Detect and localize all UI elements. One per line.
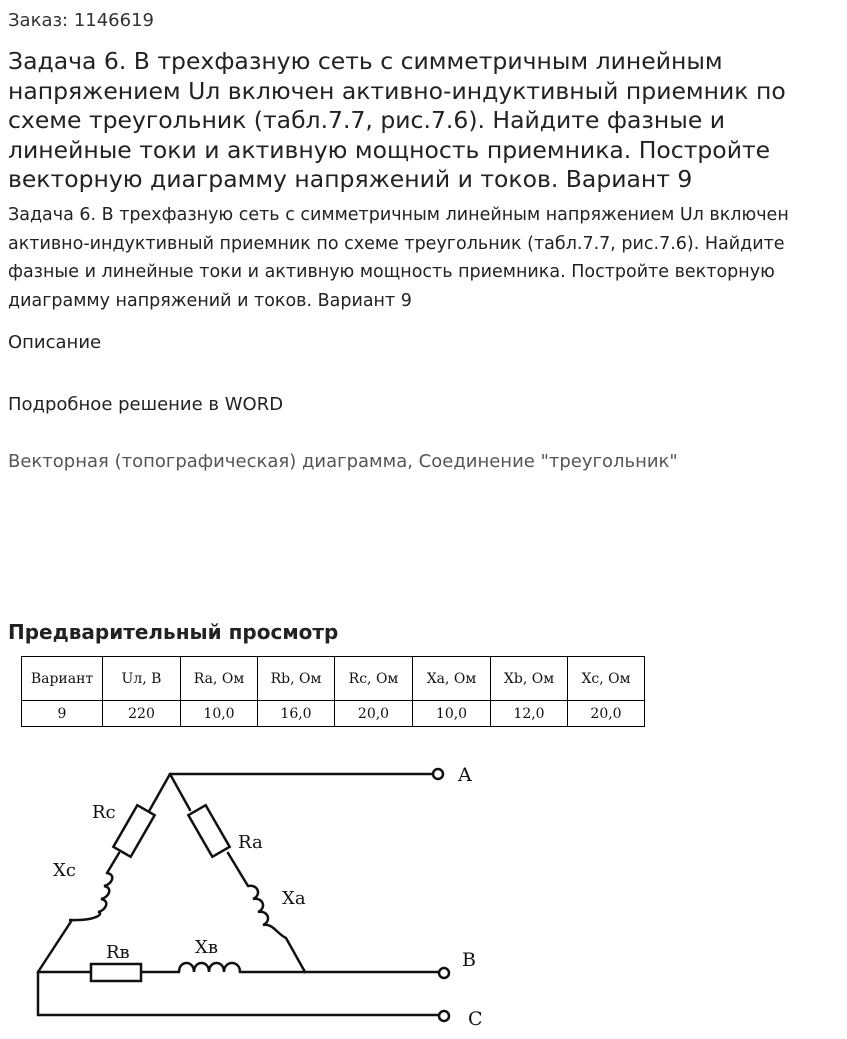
- table-row: [22, 701, 645, 727]
- terminal-a-symbol: [433, 769, 443, 779]
- rc-label: Rc: [92, 802, 116, 823]
- resistor-ra-symbol: [188, 805, 229, 857]
- terminal-a-label: A: [458, 764, 472, 786]
- ra-label: Ra: [238, 832, 263, 853]
- table-header-cell: Xc, Ом: [568, 657, 645, 701]
- table-header-row: [22, 657, 645, 701]
- rb-label: Rв: [106, 942, 130, 963]
- resistor-rc-symbol: [113, 805, 154, 857]
- solution-note: Подробное решение в WORD: [8, 394, 284, 415]
- table-header-cell: Rb, Ом: [258, 657, 335, 701]
- order-number: Заказ: 1146619: [8, 10, 154, 31]
- xc-label: Xc: [53, 860, 76, 881]
- table-header-cell: Xa, Ом: [413, 657, 491, 701]
- table-header-cell: Ra, Ом: [181, 657, 258, 701]
- tags: Векторная (топографическая) диаграмма, Соединение "треугольник": [8, 451, 678, 472]
- resistor-rb-symbol: [91, 964, 141, 981]
- xb-label: Xв: [195, 937, 218, 958]
- table-cell: 9: [22, 701, 103, 727]
- table-cell: 220: [103, 701, 181, 727]
- table-header-cell: Вариант: [22, 657, 103, 701]
- terminal-b-label: B: [462, 949, 476, 971]
- table-cell: 12,0: [491, 701, 568, 727]
- table-cell: 20,0: [568, 701, 645, 727]
- page-title: Задача 6. В трехфазную сеть с симметричным линейным напряжением Uл включен активно-индуктивный приемник по схеме треугольник (табл.7.7, рис.7.6). Найдите фазные и линейные токи и активную мощность приемника. Постройте векторную диаграмму напряжений и токов. Вариант 9: [8, 47, 786, 193]
- table-cell: 10,0: [181, 701, 258, 727]
- description-label: Описание: [8, 332, 102, 353]
- table-cell: 16,0: [258, 701, 335, 727]
- inductor-xb-symbol: [179, 963, 240, 972]
- terminal-c-symbol: [439, 1011, 449, 1021]
- terminal-b-symbol: [439, 968, 449, 978]
- terminal-c-label: C: [468, 1008, 483, 1030]
- table-cell: 20,0: [335, 701, 413, 727]
- inductor-xa-symbol: [248, 886, 286, 938]
- table-cell: 10,0: [413, 701, 491, 727]
- task-description: Задача 6. В трехфазную сеть с симметричным линейным напряжением Uл включен активно-индуктивный приемник по схеме треугольник (табл.7.7, рис.7.6). Найдите фазные и линейные токи и активную мощность приемника. Постройте векторную диаграмму напряжений и токов. Вариант 9: [8, 205, 789, 311]
- preview-heading: Предварительный просмотр: [8, 620, 339, 644]
- xa-label: Xa: [282, 888, 306, 909]
- table-header-cell: Xb, Ом: [491, 657, 568, 701]
- parameters-table: [21, 656, 645, 727]
- circuit-diagram: [0, 740, 520, 1039]
- table-header-cell: Rc, Ом: [335, 657, 413, 701]
- table-header-cell: Uл, В: [103, 657, 181, 701]
